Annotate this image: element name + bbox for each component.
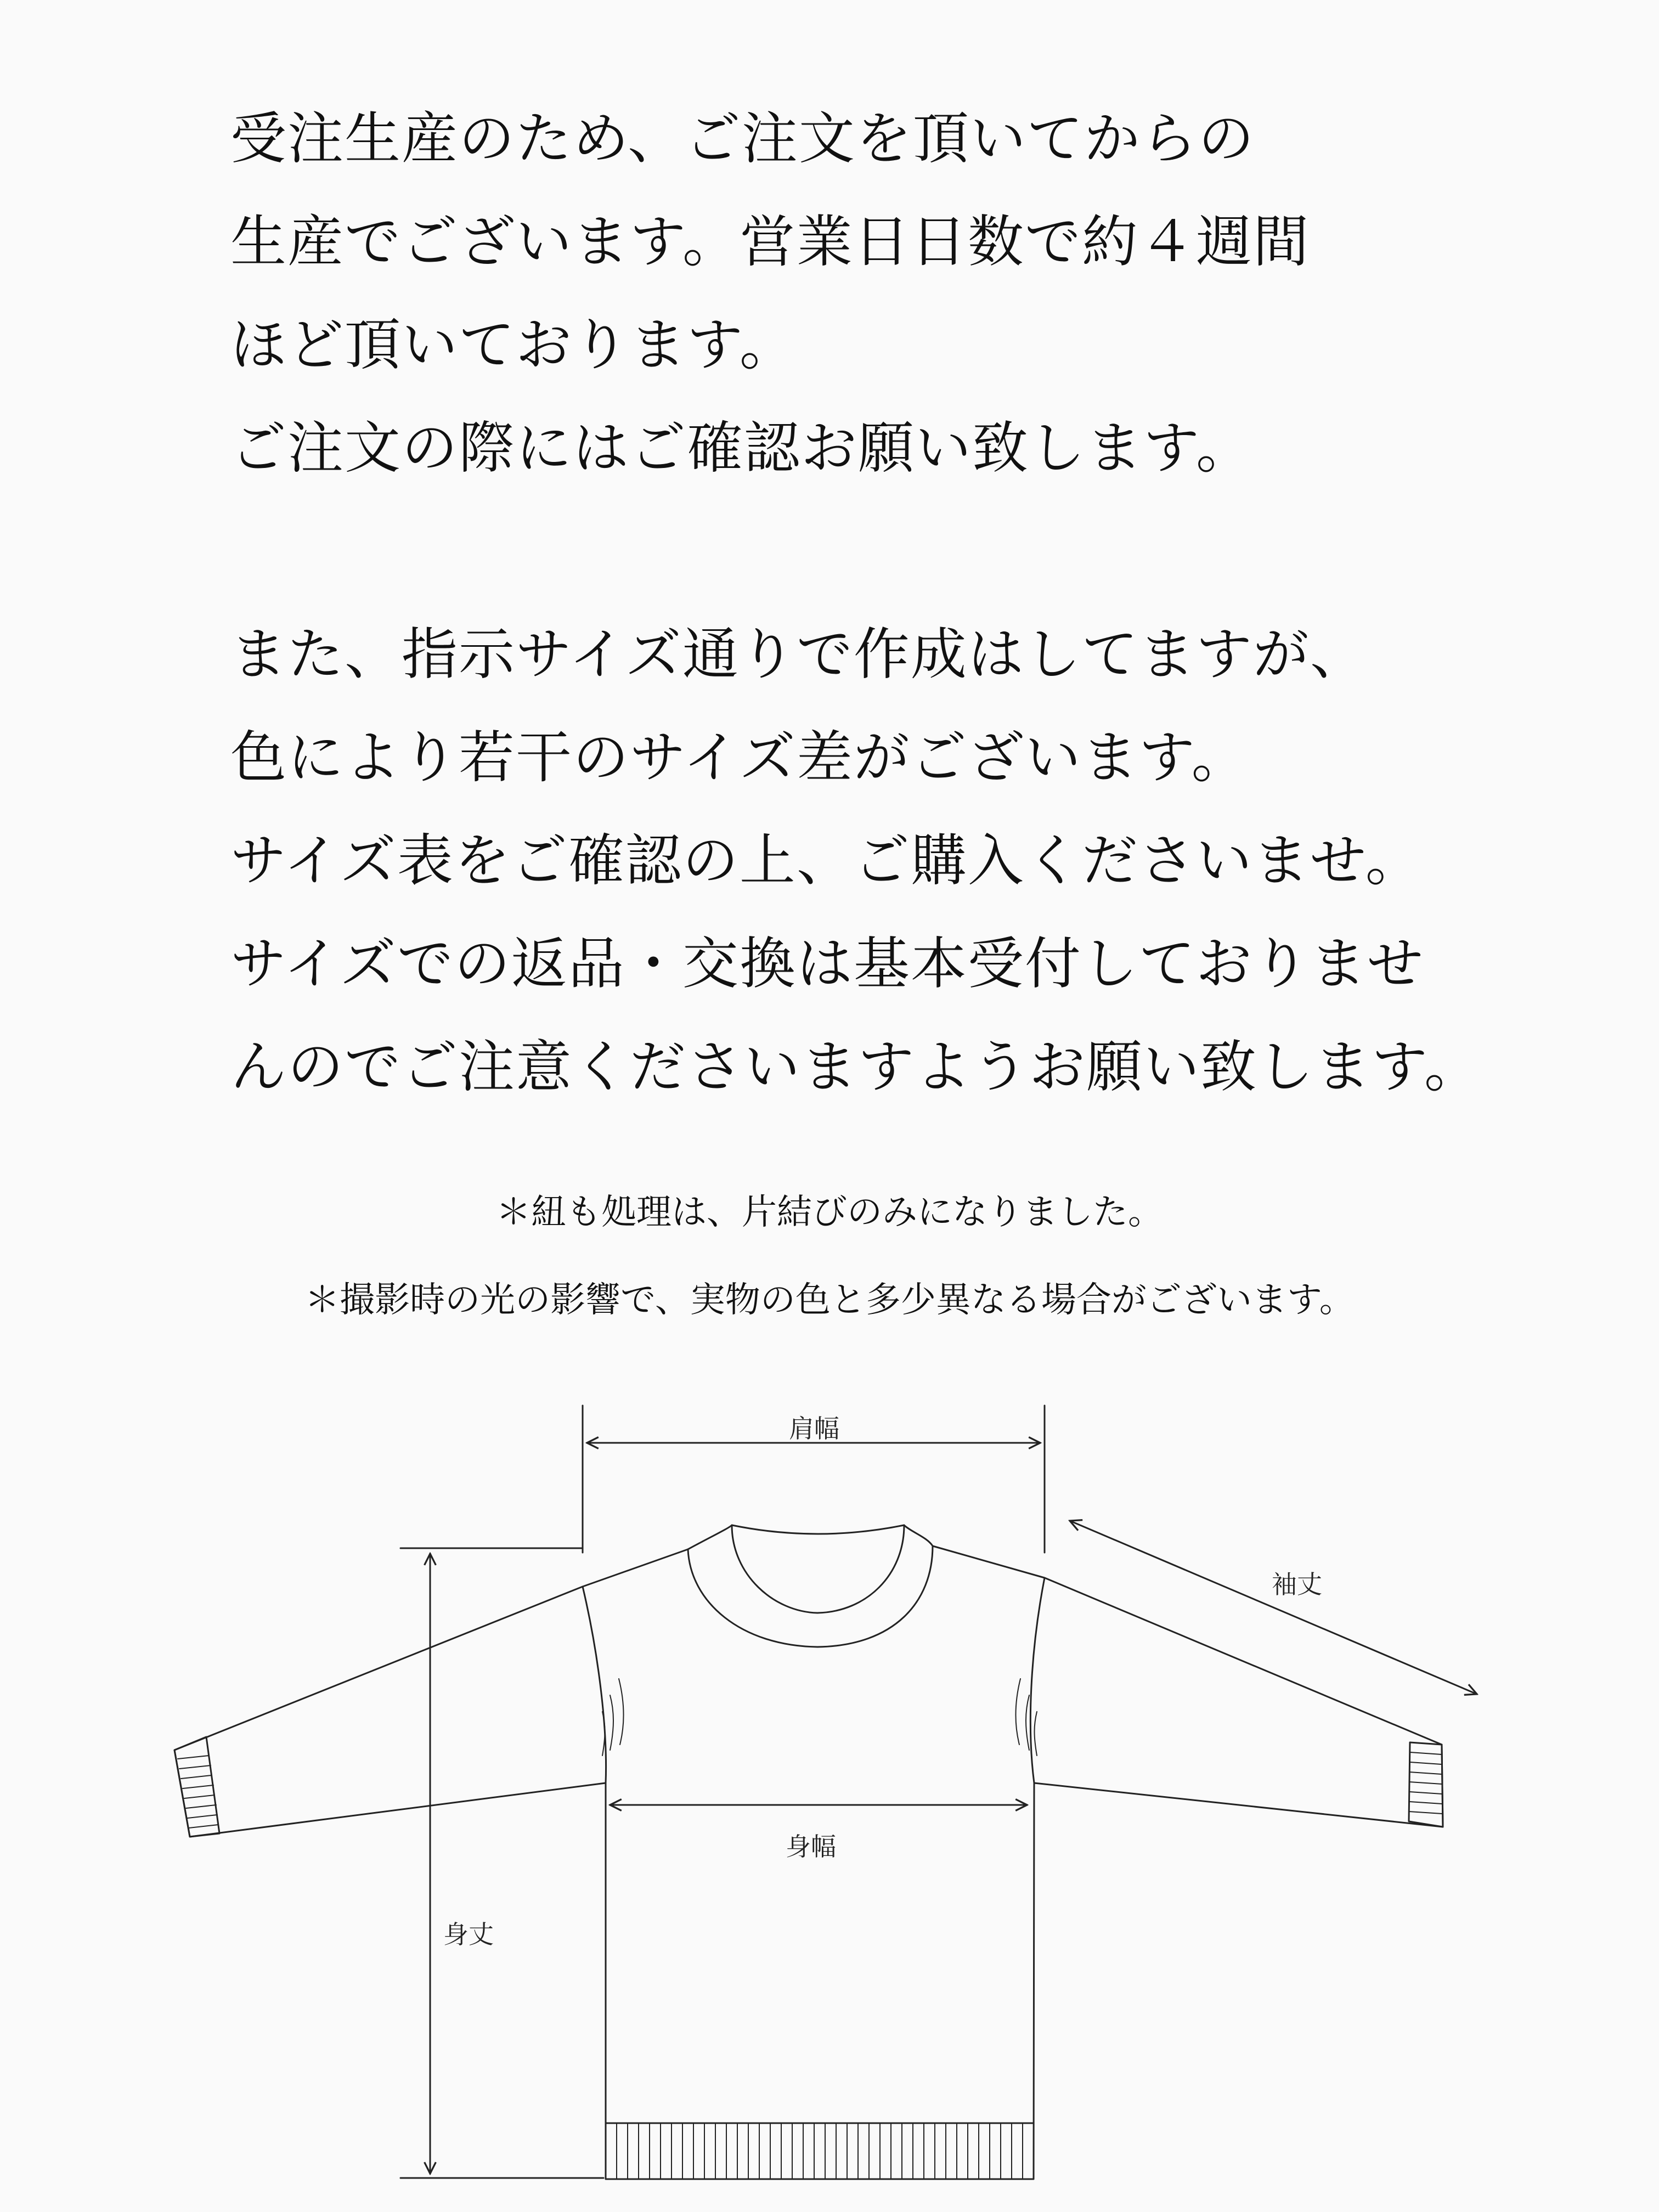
- cuff-right: [1409, 1742, 1443, 1827]
- footnote-knot: ＊紐も処理は、片結びのみになりました。: [496, 1192, 1163, 1233]
- shipping-notice: [230, 88, 1635, 1119]
- notice-line: んのでご注意くださいますようお願い致します。: [230, 1035, 1481, 1100]
- sleeve-length-label: 袖丈: [1272, 1570, 1322, 1599]
- notice-line: サイズでの返品・交換は基本受付しておりませ: [230, 932, 1424, 997]
- footnotes: [0, 1169, 1659, 1344]
- notice-line: 受注生産のため、ご注文を頂いてからの: [230, 106, 1255, 172]
- sleeve-length-arrow: [1070, 1521, 1477, 1694]
- shoulder-width-label: 肩幅: [789, 1414, 839, 1443]
- body-width-label: 身幅: [786, 1832, 836, 1861]
- paragraph-gap: [230, 500, 1635, 603]
- armhole-right: [1030, 1578, 1045, 1783]
- notice-line: ご注文の際にはご確認お願い致します。: [230, 416, 1253, 481]
- notice-line: また、指示サイズ通りで作成はしてますが、: [230, 622, 1367, 687]
- collar-inner: [732, 1525, 904, 1613]
- sweater-drawing: [0, 1372, 1659, 2212]
- notice-line: 生産でございます。営業日日数で約４週間: [230, 210, 1310, 275]
- footnote-color: ＊撮影時の光の影響で、実物の色と多少異なる場合がございます。: [304, 1280, 1355, 1321]
- notice-line: ほど頂いております。: [230, 313, 797, 378]
- hem-rib: [617, 2123, 1023, 2179]
- size-diagram: [0, 1372, 1659, 2212]
- body-length-label: 身丈: [443, 1920, 494, 1949]
- notice-line: サイズ表をご確認の上、ご購入くださいませ。: [230, 828, 1423, 894]
- notice-line: 色により若干のサイズ差がございます。: [230, 725, 1249, 791]
- collar-outer: [688, 1546, 933, 1647]
